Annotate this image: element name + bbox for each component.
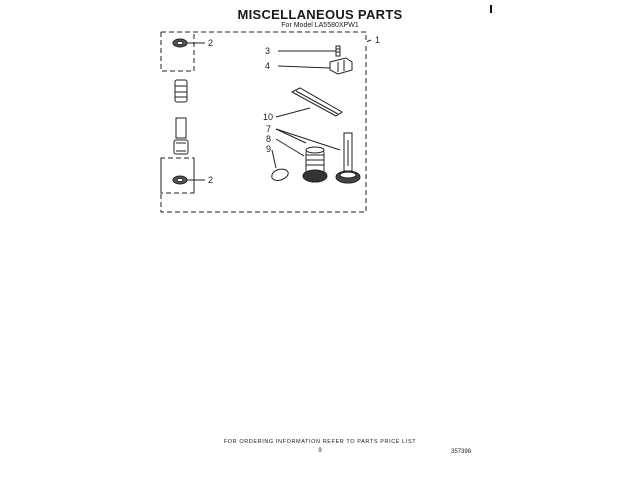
callout-4: 4 (265, 61, 271, 71)
clip-part-4 (278, 58, 352, 74)
callout-9: 9 (266, 144, 272, 154)
callout-2-top: 2 (208, 38, 214, 48)
package-boundary (161, 32, 371, 212)
coupling-lower (174, 140, 188, 154)
model-subtitle: For Model LA5580XPW1 (281, 22, 359, 29)
page-number: 9 (318, 448, 322, 454)
document-code: 357398 (451, 449, 472, 455)
callout-10: 10 (263, 112, 274, 122)
washer-bottom (173, 176, 187, 184)
strap-part-10 (276, 88, 342, 117)
callout-8: 8 (266, 134, 272, 144)
callout-2-bottom: 2 (208, 175, 214, 185)
ordering-note: FOR ORDERING INFORMATION REFER TO PARTS PRICE LIST (223, 439, 417, 445)
coupling-upper (175, 80, 187, 102)
hose-middle (176, 118, 186, 138)
callout-3: 3 (265, 46, 271, 56)
pad-part-9 (272, 150, 288, 180)
callout-7: 7 (266, 124, 272, 134)
callout-1: 1 (375, 35, 381, 45)
leader-lines (187, 43, 205, 180)
screw-part-3 (278, 46, 340, 56)
washer-top (173, 39, 187, 47)
lower-bracket (161, 158, 194, 193)
page-title: MISCELLANEOUS PARTS (237, 7, 403, 22)
upper-bracket (161, 32, 194, 71)
